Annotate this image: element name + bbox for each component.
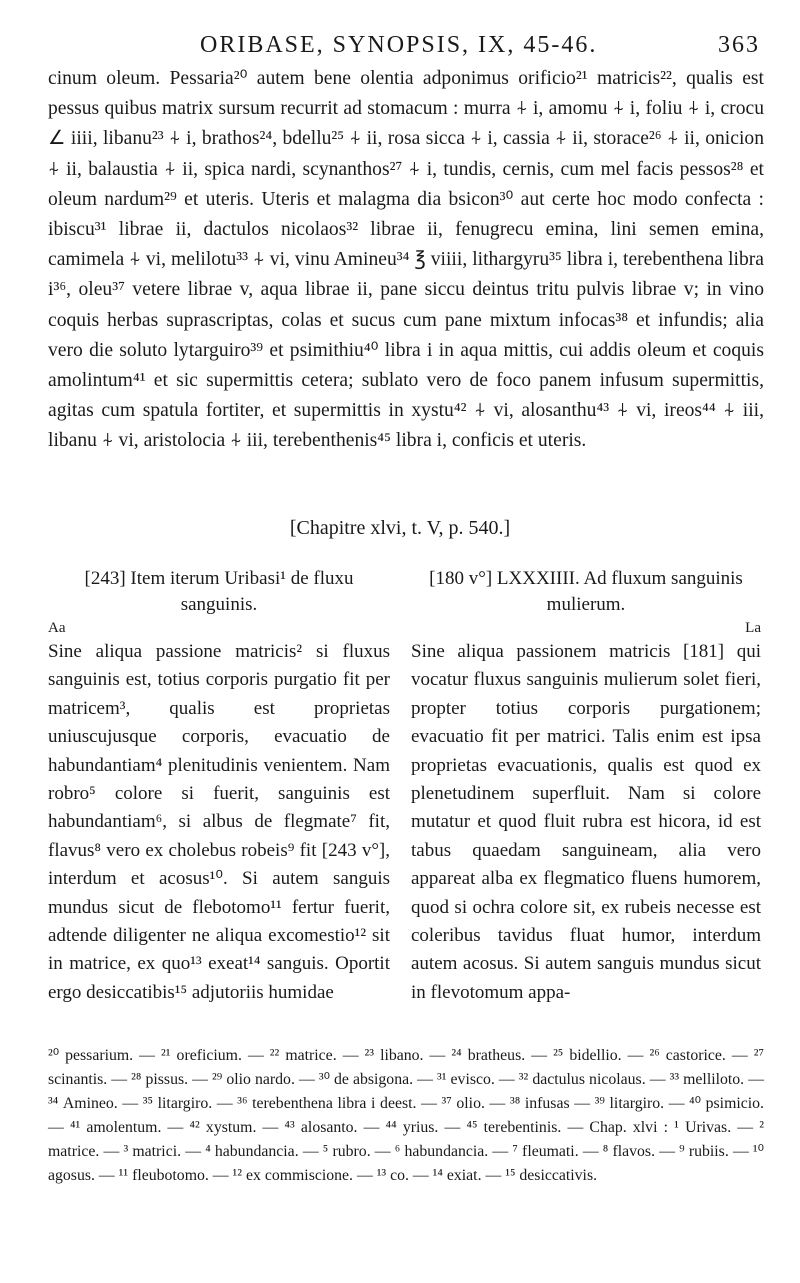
right-column-title: [180 v°] LXXXIIII. Ad fluxum sanguinis mulierum. <box>429 568 743 615</box>
page-number: 363 <box>718 32 760 58</box>
running-title: ORIBASE, SYNOPSIS, IX, 45-46. <box>200 32 598 58</box>
right-column <box>411 566 761 1007</box>
right-column-body: Sine aliqua passionem matricis [181] qui vocatur fluxus sanguinis mulierum solet fieri, propter totius corporis purgationem; evacuatio fit per matrici. Talis enim est ipsa proprietas evacuationis, qualis est quod ex plenetudinem superfluit. Nam si colore mutatur et quod fluit rubra est hicora, id est tabus quaedam sanguineam, alia vero appareat alba ex flegmatico fluens humorem, quod si ochra colore sit, ex rubeis necesse est coleribus tavidus fluat humor, interdum autem acosus. Si autem sanguis mundus sicut in flevotomum appa- <box>411 641 761 1003</box>
page-header <box>40 24 760 64</box>
left-column-marker: Aa <box>48 620 66 636</box>
continued-paragraph: cinum oleum. Pessaria²⁰ autem bene olentia adponimus orificio²¹ matricis²², qualis est pessus quibus matrix sursum recurrit ad stomacum : murra ⍭ i, amomu ⍭ i, foliu ⍭ i, crocu ∠ iiii, libanu²³ ⍭ i, brathos²⁴, bdellu²⁵ ⍭ ii, rosa sicca ⍭ i, cassia ⍭ ii, storace²⁶ ⍭ ii, onicion ⍭ ii, balaustia ⍭ ii, spica nardi, scynanthos²⁷ ⍭ i, tundis, cernis, cum mel facis pessos²⁸ et oleum nardum²⁹ et uteris. Uteris et malagma dia bsicon³⁰ aut certe hoc modo confecta : ibiscu³¹ librae ii, dactulos nicolaos³² librae ii, fenugrecu emina, lini semen emina, camimela ⍭ vi, melilotu³³ ⍭ vi, vinu Amineu³⁴ ℥ viiii, lithargyru³⁵ libra i, terebenthena libra i³⁶, oleu³⁷ vetere librae v, aqua librae ii, pane siccu deintus tritu pulvis librae v; in vino coquis herbas suprascriptas, colas et sucus cum pane mixtum infocas³⁸ et infundis; alia vero die soluto lytarguiro³⁹ et psimithiu⁴⁰ libra i in aqua mittis, cui addis oleum et coquis amolintum⁴¹ et sic supermittis cetera; sublato vero de foco panem infusum supermittis, agitas cum spatula fortiter, et supermittis in xystu⁴² ⍭ vi, alosanthu⁴³ ⍭ vi, ireos⁴⁴ ⍭ iii, libanu ⍭ vi, aristolocia ⍭ iii, terebenthenis⁴⁵ libra i, conficis et uteris. <box>48 68 764 452</box>
chapter-heading: [Chapitre xlvi, t. V, p. 540.] <box>289 517 511 539</box>
right-column-marker: La <box>745 620 761 636</box>
left-column <box>48 566 390 1007</box>
left-column-title: [243] Item iterum Uribasi¹ de fluxu sanguinis. <box>84 568 354 615</box>
footnotes: ²⁰ pessarium. — ²¹ oreficium. — ²² matrice. — ²³ libano. — ²⁴ bratheus. — ²⁵ bidellio. — ²⁶ castorice. — ²⁷ scinantis. — ²⁸ pissus. — ²⁹ olio nardo. — ³⁰ de absigona. — ³¹ evisco. — ³² dactulus nicolaus. — ³³ mellilotо. — ³⁴ Amineo. — ³⁵ litargiro. — ³⁶ terebenthena libra i deest. — ³⁷ olio. — ³⁸ infusas — ³⁹ litargiro. — ⁴⁰ psimicio. — ⁴¹ amolentum. — ⁴² xystum. — ⁴³ alosanto. — ⁴⁴ yrius. — ⁴⁵ terebentinis. — Chap. xlvi : ¹ Urivas. — ² matrice. — ³ matrici. — ⁴ habundancia. — ⁵ rubro. — ⁶ habundancia. — ⁷ fleumati. — ⁸ flavos. — ⁹ rubiis. — ¹⁰ agosus. — ¹¹ fleubotomo. — ¹² ex commiscione. — ¹³ co. — ¹⁴ exiat. — ¹⁵ desiccativis. <box>48 1047 764 1184</box>
left-column-body: Sine aliqua passione matricis² si fluxus sanguinis est, totius corporis purgatio fit per matricem³, qualis est proprietas uniuscujusque corporis, evacuatio de habundantiam⁴ plenitudinis venientem. Nam robro⁵ colore si fuerit, sanguinis est habundantiam⁶, si albus de flegmate⁷ fit, flavus⁸ vero ex cholebus robeis⁹ fit [243 v°], interdum et acosus¹⁰. Si autem sanguis mundus sicut de flebotomo¹¹ fertur fuerit, adtende diligenter ne aliqua excomestio¹² sit in matrice, ex quo¹³ exeat¹⁴ sanguis. Oportit ergo desiccatibis¹⁵ adjutoriis humidae <box>48 641 390 1003</box>
